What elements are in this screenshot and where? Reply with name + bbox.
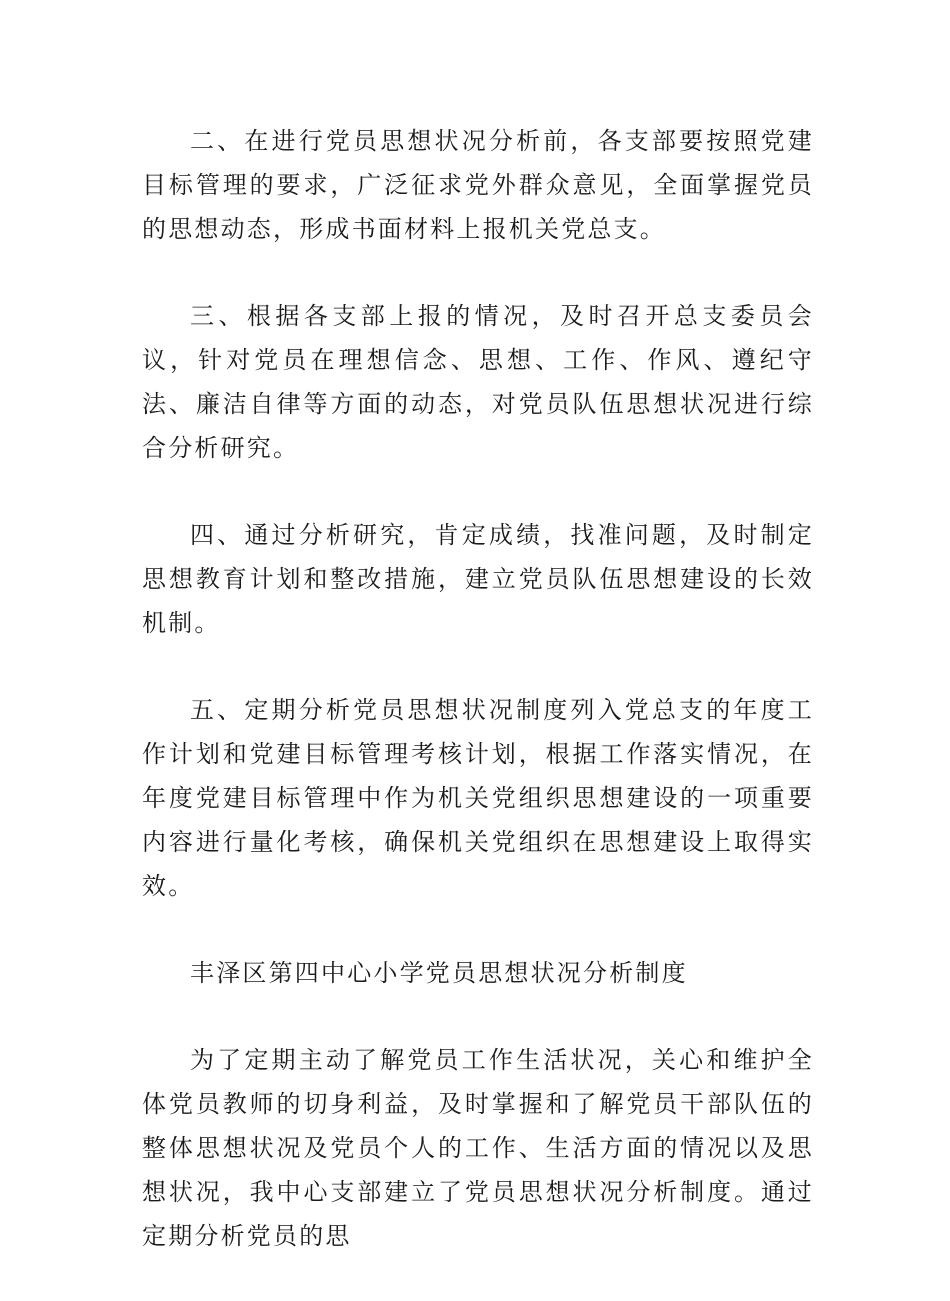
- paragraph-5: 五、定期分析党员思想状况制度列入党总支的年度工作计划和党建目标管理考核计划，根据工作落实情况，在年度党建目标管理中作为机关党组织思想建设的一项重要内容进行量化考核，确保机关党组织在思想建设上取得实效。: [142, 696, 814, 900]
- intro-paragraph: 为了定期主动了解党员工作生活状况，关心和维护全体党员教师的切身利益，及时掌握和了解党员干部队伍的整体思想状况及党员个人的工作、生活方面的情况以及思想状况，我中心支部建立了党员思想状况分析制度。通过定期分析党员的思: [142, 1046, 814, 1250]
- document-body: [142, 119, 814, 1301]
- section-title: 丰泽区第四中心小学党员思想状况分析制度: [190, 959, 688, 987]
- paragraph-2: 二、在进行党员思想状况分析前，各支部要按照党建目标管理的要求，广泛征求党外群众意见，全面掌握党员的思想动态，形成书面材料上报机关党总支。: [142, 127, 814, 243]
- paragraph-4: 四、通过分析研究，肯定成绩，找准问题，及时制定思想教育计划和整改措施，建立党员队伍思想建设的长效机制。: [142, 521, 814, 637]
- paragraph-3: 三、根据各支部上报的情况，及时召开总支委员会议，针对党员在理想信念、思想、工作、作风、遵纪守法、廉洁自律等方面的动态，对党员队伍思想状况进行综合分析研究。: [142, 302, 814, 462]
